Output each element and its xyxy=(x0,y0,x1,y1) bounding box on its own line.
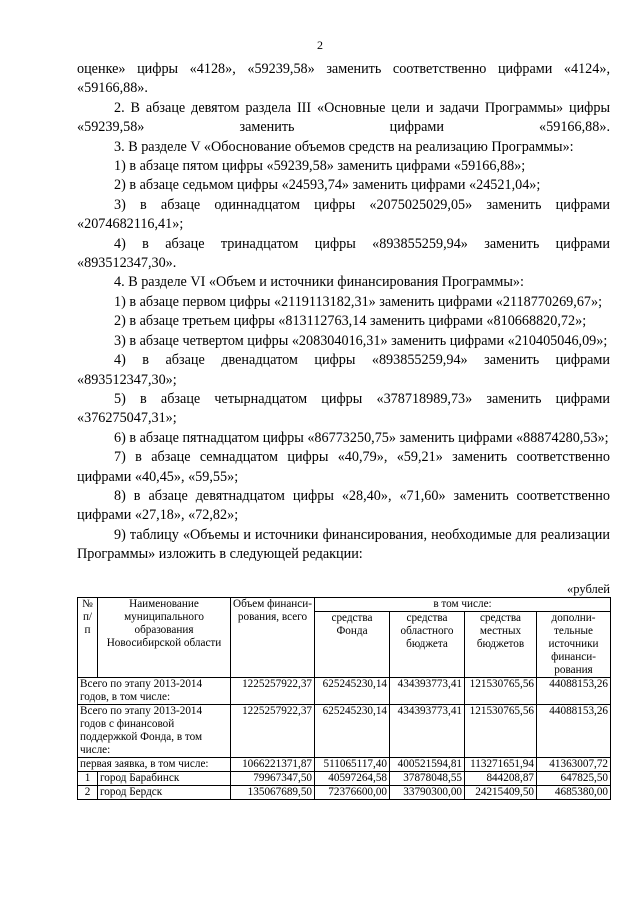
paragraph-1: 2. В абзаце девятом раздела III «Основные цели и задачи Программы» цифры «59239,58» заменить цифрами «59166,88». xyxy=(77,99,610,136)
row-regional: 33790300,00 xyxy=(390,786,465,800)
header-num: № п/п xyxy=(78,598,98,678)
row-total: 79967347,50 xyxy=(231,772,315,786)
paragraph-2: 3. В разделе V «Обоснование объемов средств на реализацию Программы»: xyxy=(114,138,574,155)
row-total: 1225257922,37 xyxy=(231,678,315,705)
row-local: 24215409,50 xyxy=(465,786,537,800)
paragraph-10: 3) в абзаце четвертом цифры «208304016,31» заменить цифрами «210405046,09»; xyxy=(114,332,608,349)
paragraph-13: 6) в абзаце пятнадцатом цифры «86773250,75» заменить цифрами «88874280,53»; xyxy=(114,429,609,446)
paragraph-3: 1) в абзаце пятом цифры «59239,58» заменить цифрами «59166,88»; xyxy=(114,158,526,175)
row-name: первая заявка, в том числе: xyxy=(78,758,231,772)
row-fund: 511065117,40 xyxy=(315,758,390,772)
table-header-row xyxy=(78,598,611,612)
row-num: 2 xyxy=(78,786,98,800)
row-local: 113271651,94 xyxy=(465,758,537,772)
paragraph-15: 8) в абзаце девятнадцатом цифры «28,40», «71,60» заменить соответственно цифрами «27,18», «72,82»; xyxy=(77,487,610,524)
row-fund: 40597264,58 xyxy=(315,772,390,786)
paragraph-7: 4. В разделе VI «Объем и источники финансирования Программы»: xyxy=(114,274,524,291)
row-additional: 41363007,72 xyxy=(537,758,611,772)
row-name: Всего по этапу 2013-2014 годов с финансовой поддержкой Фонда, в том числе: xyxy=(78,705,231,758)
row-local: 844208,87 xyxy=(465,772,537,786)
paragraph-6: 4) в абзаце тринадцатом цифры «893855259,94» заменить цифрами «893512347,30». xyxy=(77,235,610,272)
row-additional: 4685380,00 xyxy=(537,786,611,800)
header-local: средства местных бюджетов xyxy=(465,612,537,678)
header-fund: средства Фонда xyxy=(315,612,390,678)
header-additional: дополни-тельные источники финанси-рования xyxy=(537,612,611,678)
row-name: город Бердск xyxy=(98,786,231,800)
header-regional: средства областного бюджета xyxy=(390,612,465,678)
paragraph-11: 4) в абзаце двенадцатом цифры «893855259,94» заменить цифрами «893512347,30»; xyxy=(77,352,610,388)
row-additional: 44088153,26 xyxy=(537,705,611,758)
paragraph-4: 2) в абзаце седьмом цифры «24593,74» заменить цифрами «24521,04»; xyxy=(114,177,541,194)
header-total: Объем финанси-рования, всего xyxy=(231,598,315,678)
row-regional: 434393773,41 xyxy=(390,678,465,705)
table-row xyxy=(78,705,611,758)
paragraph-8: 1) в абзаце первом цифры «2119113182,31» заменить цифрами «2118770269,67»; xyxy=(114,293,603,310)
table-row xyxy=(78,786,611,800)
row-name: город Барабинск xyxy=(98,772,231,786)
row-additional: 647825,50 xyxy=(537,772,611,786)
row-regional: 400521594,81 xyxy=(390,758,465,772)
paragraph-0: оценке» цифры «4128», «59239,58» заменить соответственно цифрами «4124», «59166,88». xyxy=(77,61,610,97)
row-name: Всего по этапу 2013-2014 годов, в том числе: xyxy=(78,678,231,705)
row-regional: 37878048,55 xyxy=(390,772,465,786)
row-local: 121530765,56 xyxy=(465,678,537,705)
row-fund: 625245230,14 xyxy=(315,705,390,758)
row-fund: 625245230,14 xyxy=(315,678,390,705)
header-including: в том числе: xyxy=(315,598,611,612)
row-fund: 72376600,00 xyxy=(315,786,390,800)
page-number: 2 xyxy=(317,38,323,52)
header-name: Наименование муниципального образования Новосибирской области xyxy=(98,598,231,678)
table-row xyxy=(78,772,611,786)
row-total: 1066221371,87 xyxy=(231,758,315,772)
row-local: 121530765,56 xyxy=(465,705,537,758)
currency-note: «рублей xyxy=(567,582,610,596)
document-body xyxy=(77,60,610,565)
paragraph-14: 7) в абзаце семнадцатом цифры «40,79», «59,21» заменить соответственно цифрами «40,45», «59,55»; xyxy=(77,449,610,485)
financing-table xyxy=(77,597,611,800)
paragraph-12: 5) в абзаце четырнадцатом цифры «378718989,73» заменить цифрами «376275047,31»; xyxy=(77,390,610,427)
paragraph-5: 3) в абзаце одиннадцатом цифры «2075025029,05» заменить цифрами «2074682116,41»; xyxy=(77,196,610,233)
paragraph-9: 2) в абзаце третьем цифры «813112763,14 заменить цифрами «810668820,72»; xyxy=(114,313,587,330)
row-total: 1225257922,37 xyxy=(231,705,315,758)
table-row xyxy=(78,758,611,772)
row-additional: 44088153,26 xyxy=(537,678,611,705)
row-regional: 434393773,41 xyxy=(390,705,465,758)
table-row xyxy=(78,678,611,705)
paragraph-16: 9) таблицу «Объемы и источники финансирования, необходимые для реализации Программы» изложить в следующей редакции: xyxy=(77,526,610,563)
row-total: 135067689,50 xyxy=(231,786,315,800)
row-num: 1 xyxy=(78,772,98,786)
